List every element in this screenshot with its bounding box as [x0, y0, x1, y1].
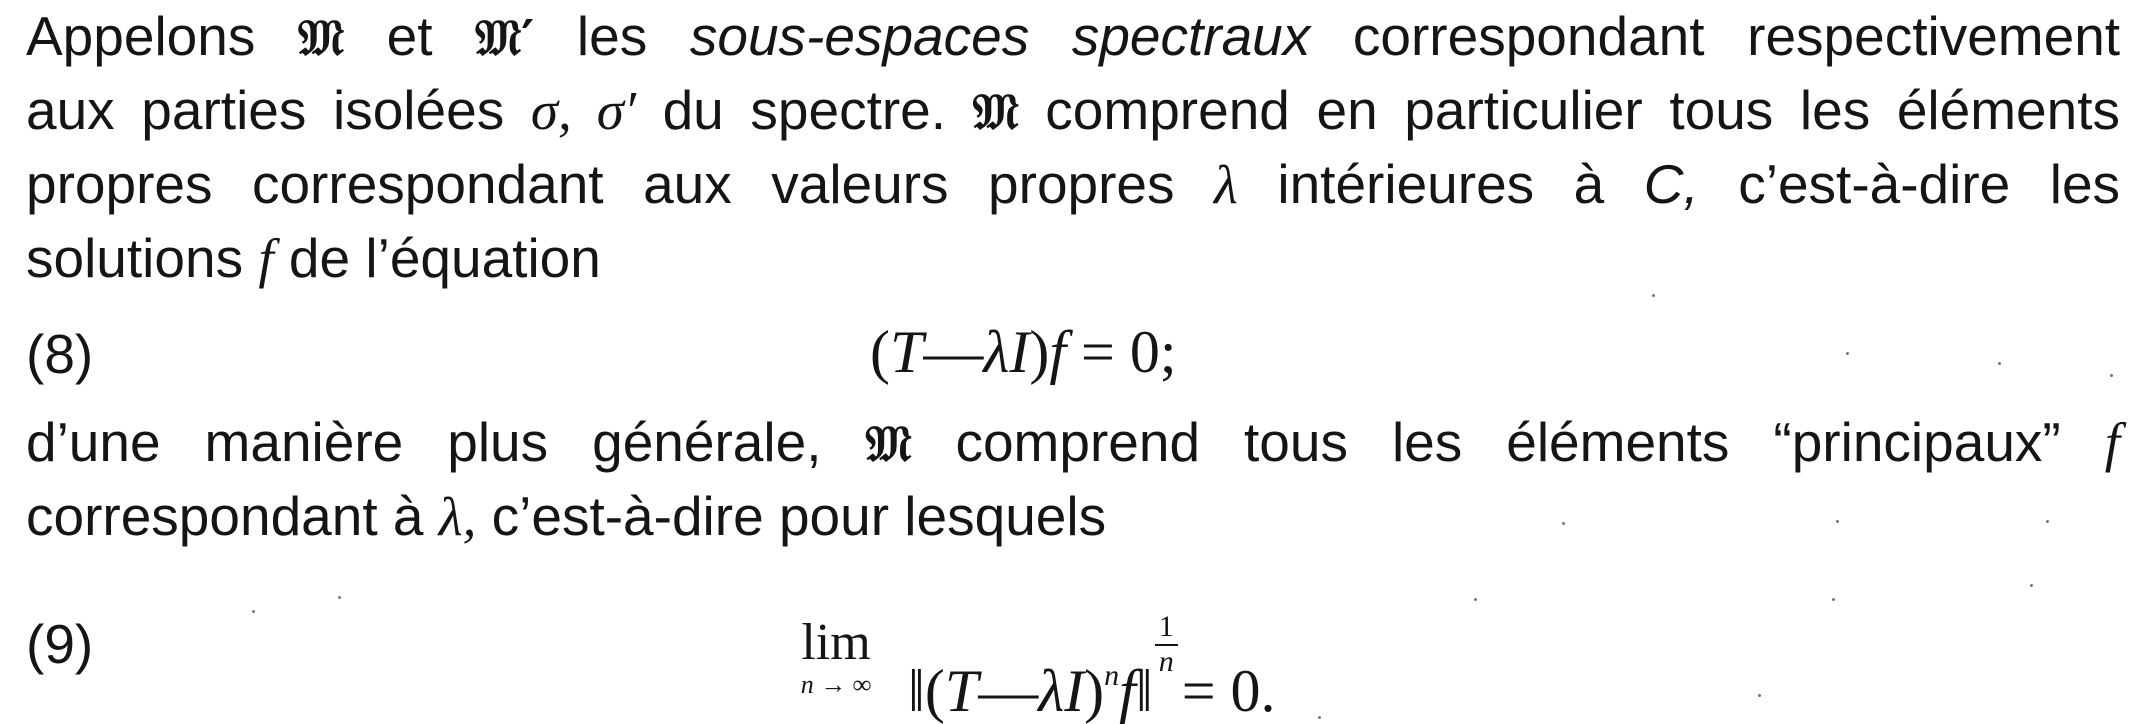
equation-9-limit	[776, 615, 896, 699]
scan-speck	[1846, 352, 1849, 355]
eq9-minus: —	[978, 658, 1039, 724]
eq9-T: T	[944, 658, 979, 724]
text-segment: comprend tous les éléments “principaux”	[955, 411, 2061, 473]
text-segment: aux parties isolées	[26, 79, 505, 141]
term-sous-espaces-spectraux: sous-espaces spectraux	[689, 5, 1311, 67]
text-segment: solutions	[26, 227, 244, 289]
eq8-f: f	[1049, 319, 1066, 385]
scan-speck	[338, 596, 341, 599]
scan-speck	[1758, 694, 1761, 697]
eq8-close-paren: )	[1029, 319, 1050, 385]
symbol-lambda: λ,	[438, 486, 477, 547]
scan-speck	[252, 610, 255, 613]
text-line-6	[26, 484, 1106, 549]
eq9-power-n: n	[1104, 659, 1120, 692]
eq8-rhs: = 0;	[1080, 319, 1177, 385]
scan-speck	[2110, 374, 2113, 377]
eq8-open-paren: (	[870, 319, 890, 385]
eq9-rhs: = 0.	[1181, 658, 1276, 724]
scan-speck	[1832, 598, 1835, 601]
scan-speck	[2046, 520, 2049, 523]
text-segment: de l’équation	[288, 227, 601, 289]
text-segment: correspondant à	[26, 485, 424, 547]
text-rest: correspondant respectivement	[1352, 5, 2121, 67]
scan-speck	[1998, 362, 2001, 365]
scan-speck	[1836, 520, 1839, 523]
text-segment: c’est-à-dire pour lesquels	[491, 485, 1107, 547]
text-segment: comprend en particulier tous les éléments	[1045, 79, 2121, 141]
fraction-numerator: 1	[1158, 610, 1174, 643]
eq9-close-paren: )	[1084, 658, 1105, 724]
symbol-sigma: σ, σ′	[530, 80, 636, 141]
symbol-M: 𝔐	[972, 82, 1019, 141]
symbol-M: 𝔐	[297, 8, 344, 67]
scan-speck	[2030, 584, 2033, 587]
text-line-2	[26, 78, 2120, 144]
text-segment: c’est-à-dire les	[1738, 153, 2121, 215]
text-segment: intérieures à	[1277, 153, 1605, 215]
eq8-T: T	[889, 319, 924, 385]
symbol-M-prime: 𝔐′	[475, 8, 535, 67]
scan-speck	[1562, 522, 1565, 525]
text-line-5	[26, 410, 2120, 476]
equation-9-body	[908, 612, 1276, 723]
symbol-M: 𝔐	[865, 414, 912, 473]
eq9-exponent-fraction	[1155, 612, 1178, 677]
eq9-norm-open: ‖(	[908, 658, 945, 724]
eq9-lambda-I: λI	[1038, 658, 1085, 724]
word-les: les	[576, 5, 648, 67]
text-segment: du spectre.	[662, 79, 947, 141]
equation-8	[870, 320, 1177, 384]
lim-operator: lim	[801, 614, 871, 671]
symbol-lambda: λ	[1214, 154, 1238, 215]
equation-8-number: (8)	[26, 323, 94, 385]
symbol-f: f	[2104, 412, 2120, 473]
text-segment: propres correspondant aux valeurs propres	[26, 153, 1175, 215]
word-et: et	[386, 5, 433, 67]
text-line-4	[26, 226, 601, 291]
scan-speck	[1474, 598, 1477, 601]
text-segment: d’une manière plus générale,	[26, 411, 822, 473]
eq8-minus: —	[923, 319, 984, 385]
equation-9-number: (9)	[26, 613, 94, 675]
lim-subscript: n → ∞	[800, 670, 872, 699]
text-line-3	[26, 152, 2120, 217]
eq8-lambda-I: λI	[983, 319, 1030, 385]
scan-speck	[1318, 716, 1321, 719]
eq9-norm-close: ‖	[1135, 658, 1153, 724]
word-appelons: Appelons	[26, 5, 256, 67]
symbol-C: C,	[1643, 153, 1699, 215]
symbol-f: f	[258, 228, 274, 289]
eq9-f: f	[1119, 658, 1136, 724]
scan-speck	[1652, 294, 1655, 297]
text-line-1	[26, 4, 2120, 70]
fraction-denominator: n	[1158, 645, 1174, 678]
